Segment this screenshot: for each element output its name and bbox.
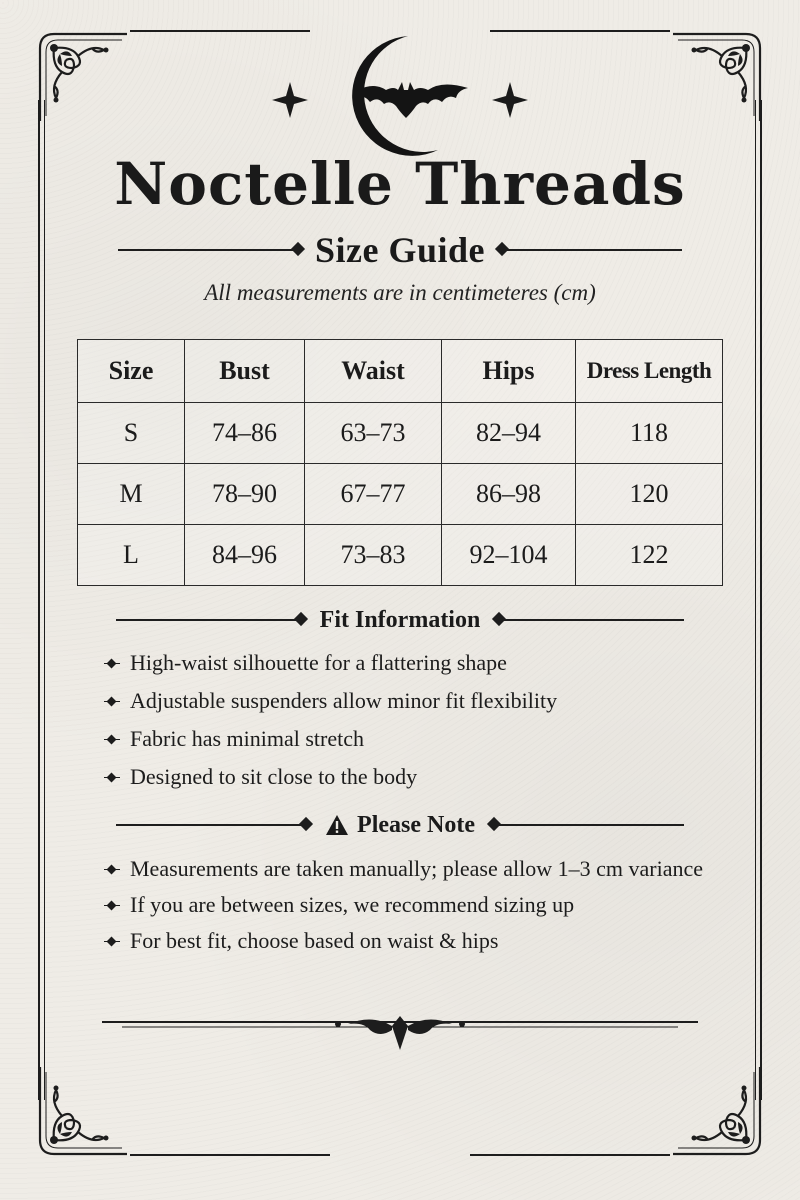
- corner-flourish-icon: [32, 26, 132, 126]
- moon-bat-logo-icon: [262, 32, 538, 160]
- list-item: Measurements are taken manually; please allow 1–3 cm variance: [104, 855, 704, 883]
- header-hips: Hips: [442, 340, 576, 403]
- bottom-ornament-icon: [102, 1008, 698, 1054]
- ornament-rule: [116, 824, 309, 826]
- ornament-rule: [491, 824, 684, 826]
- fit-list: [104, 649, 704, 791]
- note-heading: Please Note: [357, 811, 475, 838]
- table-header-row: [78, 340, 723, 403]
- ornament-rule: [499, 249, 682, 251]
- table-cell: 86–98: [442, 464, 576, 525]
- table-cell: 84–96: [185, 525, 305, 586]
- list-item: High-waist silhouette for a flattering shape: [104, 649, 704, 677]
- page-title: Size Guide: [315, 230, 486, 270]
- table-row: [78, 403, 723, 464]
- brand-name: Noctelle Threads: [114, 150, 686, 218]
- table-cell: S: [78, 403, 185, 464]
- header-size: Size: [78, 340, 185, 403]
- ornament-rule: [118, 249, 301, 251]
- sparkle-icon: [272, 82, 308, 118]
- title-row: [118, 228, 682, 272]
- table-cell: 74–86: [185, 403, 305, 464]
- units-note: All measurements are in centimeteres (cm): [204, 280, 596, 305]
- header-waist: Waist: [305, 340, 442, 403]
- table-row: [78, 525, 723, 586]
- table-cell: 63–73: [305, 403, 442, 464]
- table-cell: 82–94: [442, 403, 576, 464]
- fit-heading: Fit Information: [319, 606, 481, 633]
- note-heading-row: [116, 810, 684, 840]
- list-item: If you are between sizes, we recommend sizing up: [104, 891, 704, 919]
- table-cell: 78–90: [185, 464, 305, 525]
- sparkle-icon: [492, 82, 528, 118]
- ornament-rule: [496, 619, 684, 621]
- table-row: [78, 464, 723, 525]
- table-cell: 122: [576, 525, 723, 586]
- list-item: Fabric has minimal stretch: [104, 725, 704, 753]
- size-table: [77, 339, 723, 586]
- list-item: Adjustable suspenders allow minor fit flexibility: [104, 687, 704, 715]
- table-cell: 73–83: [305, 525, 442, 586]
- table-cell: 92–104: [442, 525, 576, 586]
- table-cell: L: [78, 525, 185, 586]
- header-bust: Bust: [185, 340, 305, 403]
- ornament-rule: [116, 619, 304, 621]
- corner-flourish-icon: [668, 26, 768, 126]
- fit-heading-row: [116, 605, 684, 635]
- list-item: Designed to sit close to the body: [104, 763, 704, 791]
- list-item: For best fit, choose based on waist & hips: [104, 927, 704, 955]
- warning-icon: [325, 814, 349, 836]
- corner-flourish-icon: [32, 1062, 132, 1162]
- note-list: [104, 855, 704, 955]
- corner-flourish-icon: [668, 1062, 768, 1162]
- table-cell: 118: [576, 403, 723, 464]
- table-cell: 120: [576, 464, 723, 525]
- header-dress-length: Dress Length: [576, 340, 723, 403]
- table-cell: 67–77: [305, 464, 442, 525]
- table-cell: M: [78, 464, 185, 525]
